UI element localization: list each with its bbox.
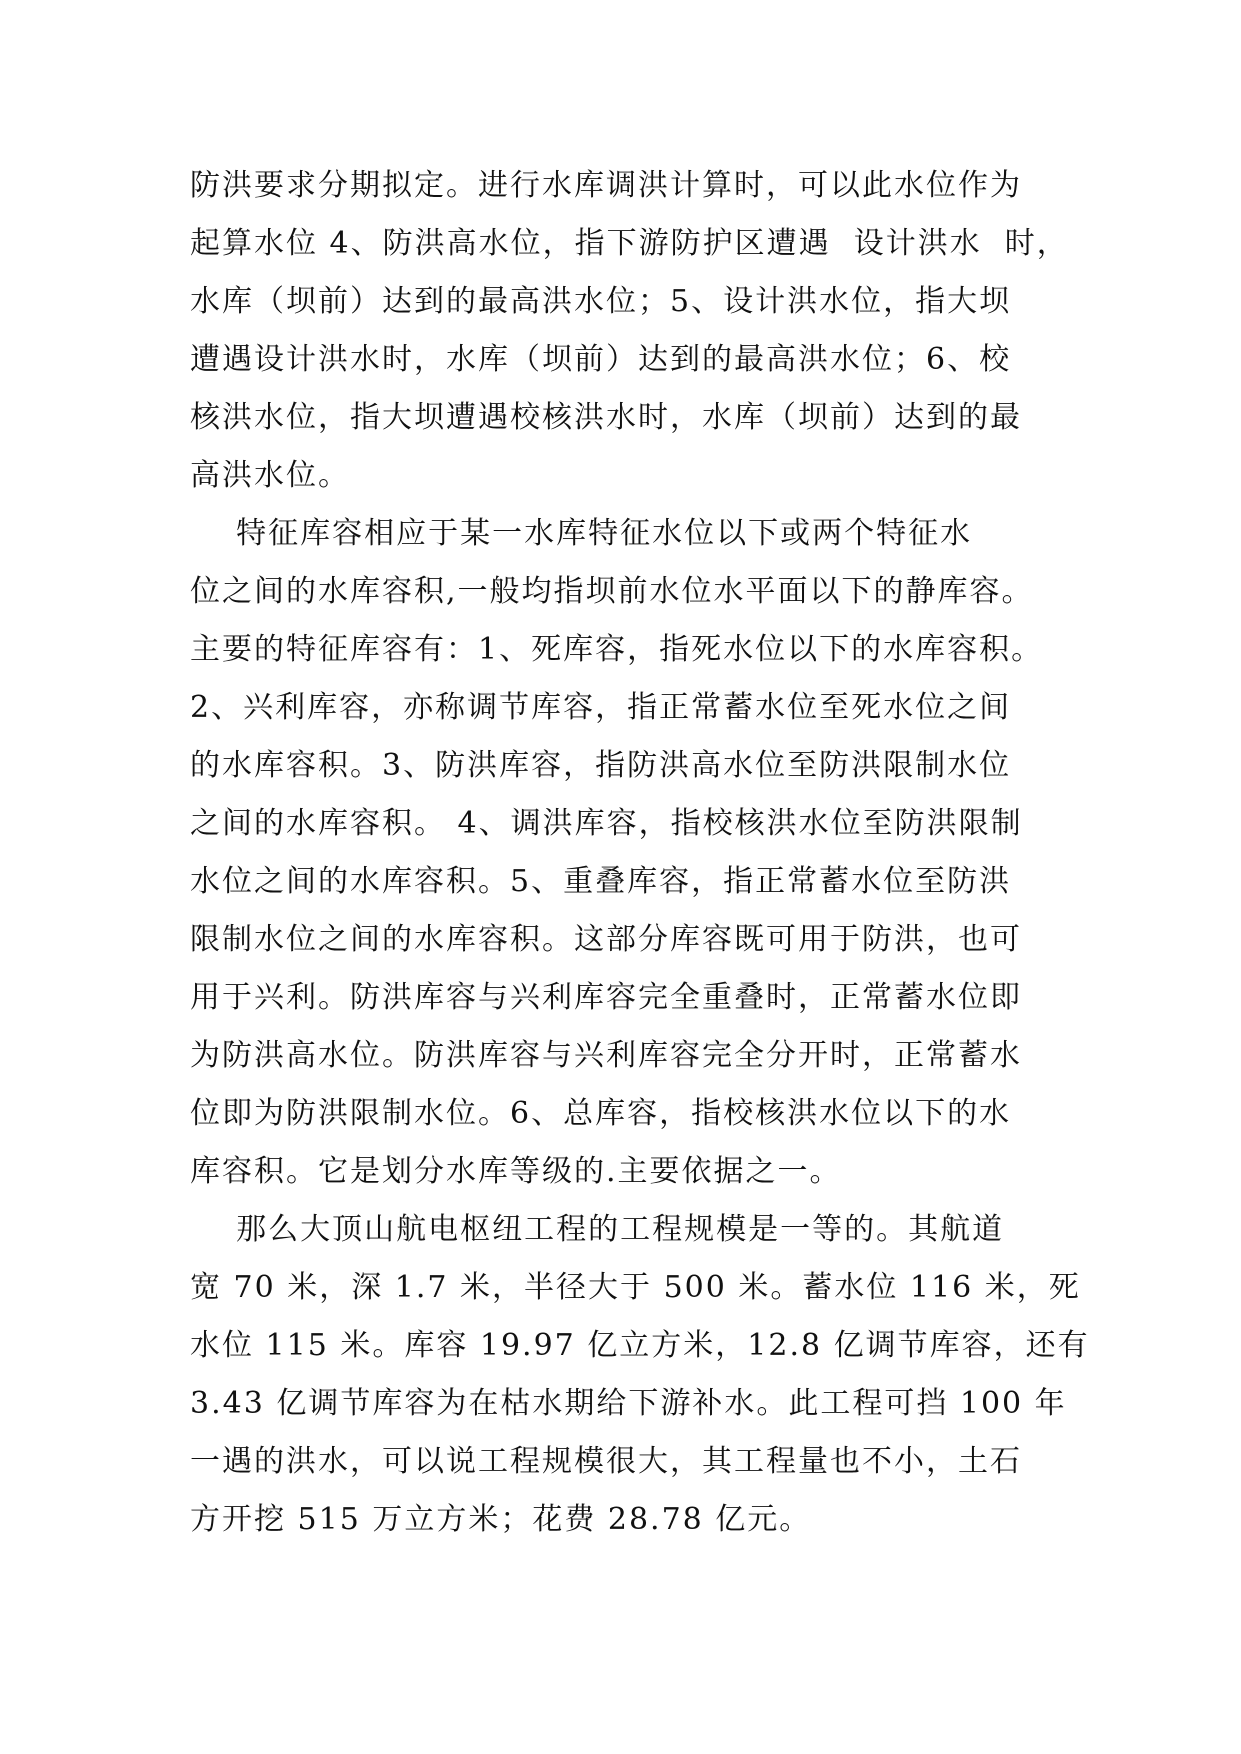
text-line: 用于兴利。防洪库容与兴利库容完全重叠时，正常蓄水位即	[190, 980, 1022, 1015]
text-line: 防洪要求分期拟定。进行水库调洪计算时，可以此水位作为	[190, 168, 1022, 203]
text-line: 水库（坝前）达到的最高洪水位；5、设计洪水位，指大坝	[190, 284, 1012, 319]
text-line: 3.43 亿调节库容为在枯水期给下游补水。此工程可挡 100 年	[190, 1386, 1067, 1421]
paragraph-1	[190, 157, 1070, 505]
text-line: 宽 70 米，深 1.7 米，半径大于 500 米。蓄水位 116 米，死	[190, 1270, 1081, 1305]
paragraph-2	[190, 505, 1070, 1201]
paragraph-3	[190, 1201, 1090, 1549]
text-line: 之间的水库容积。 4、调洪库容，指校核洪水位至防洪限制	[190, 806, 1023, 841]
text-line: 起算水位 4、防洪高水位，指下游防护区遭遇 设计洪水 时，	[190, 226, 1069, 261]
text-line: 为防洪高水位。防洪库容与兴利库容完全分开时，正常蓄水	[190, 1038, 1022, 1073]
text-line: 主要的特征库容有：1、死库容，指死水位以下的水库容积。	[190, 632, 1044, 667]
text-line: 核洪水位，指大坝遭遇校核洪水时，水库（坝前）达到的最	[190, 400, 1022, 435]
text-line: 位即为防洪限制水位。6、总库容，指校核洪水位以下的水	[190, 1096, 1012, 1131]
text-line: 方开挖 515 万立方米；花费 28.78 亿元。	[190, 1502, 812, 1537]
text-line: 那么大顶山航电枢纽工程的工程规模是一等的。其航道	[190, 1212, 1005, 1247]
document-body	[190, 157, 1090, 1549]
text-line: 一遇的洪水，可以说工程规模很大，其工程量也不小，土石	[190, 1444, 1022, 1479]
text-line: 水位之间的水库容积。5、重叠库容，指正常蓄水位至防洪	[190, 864, 1012, 899]
text-line: 位之间的水库容积,一般均指坝前水位水平面以下的静库容。	[190, 574, 1034, 609]
text-line: 的水库容积。3、防洪库容，指防洪高水位至防洪限制水位	[190, 748, 1012, 783]
text-line: 高洪水位。	[190, 458, 350, 493]
text-line: 2、兴利库容，亦称调节库容，指正常蓄水位至死水位之间	[190, 690, 1012, 725]
text-line: 限制水位之间的水库容积。这部分库容既可用于防洪，也可	[190, 922, 1022, 957]
text-line: 遭遇设计洪水时，水库（坝前）达到的最高洪水位；6、校	[190, 342, 1012, 377]
text-line: 特征库容相应于某一水库特征水位以下或两个特征水	[190, 516, 973, 551]
text-line: 水位 115 米。库容 19.97 亿立方米，12.8 亿调节库容，还有	[190, 1328, 1090, 1363]
text-line: 库容积。它是划分水库等级的.主要依据之一。	[190, 1154, 842, 1189]
